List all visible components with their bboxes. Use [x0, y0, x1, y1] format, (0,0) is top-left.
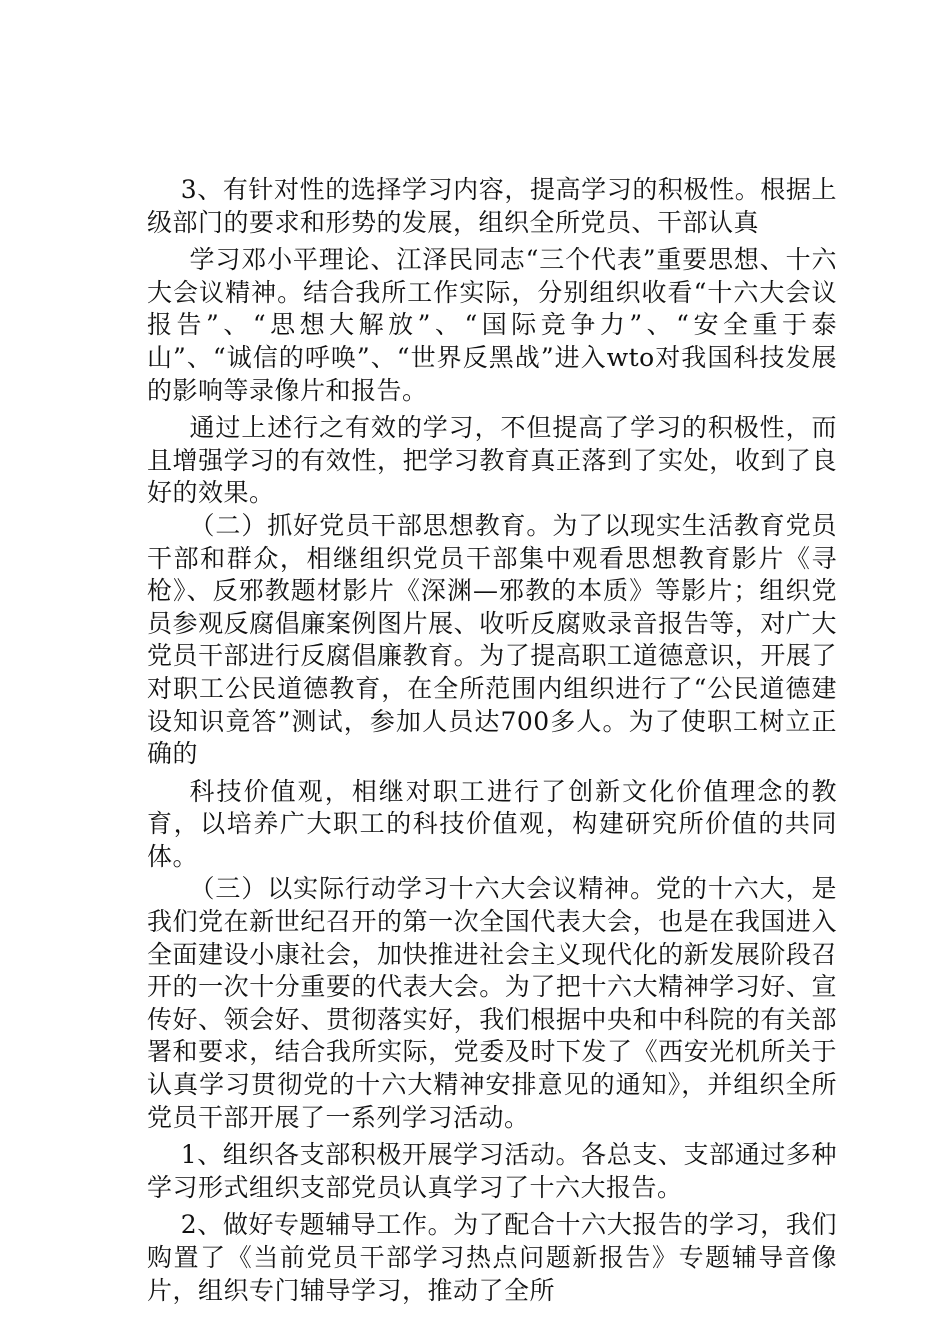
paragraph-study-theory: 学习邓小平理论、江泽民同志“三个代表”重要思想、十六大会议精神。结合我所工作实际，分别组织收看“十六大会议报告”、“思想大解放”、“国际竞争力”、“安全重于泰山”、“诚信的呼唤”、“世界反黑战”进入wto对我国科技发展的影响等录像片和报告。 [147, 245, 837, 405]
document-body [147, 174, 837, 1307]
paragraph-sixteenth-congress: （三）以实际行动学习十六大会议精神。党的十六大，是我们党在新世纪召开的第一次全国代表大会，也是在我国进入全面建设小康社会，加快推进社会主义现代化的新发展阶段召开的一次十分重要的代表大会。为了把十六大精神学习好、宣传好、领会好、贯彻落实好，我们根据中央和中科院的有关部署和要求，结合我所实际，党委及时下发了《西安光机所关于认真学习贯彻党的十六大精神安排意见的通知》，并组织全所党员干部开展了一系列学习活动。 [147, 874, 837, 1132]
paragraph-branch-activities: 1、组织各支部积极开展学习活动。各总支、支部通过多种学习形式组织支部党员认真学习了十六大报告。 [147, 1140, 837, 1202]
paragraph-study-content: 3、有针对性的选择学习内容，提高学习的积极性。根据上级部门的要求和形势的发展，组织全所党员、干部认真 [147, 175, 837, 237]
paragraph-special-tutoring: 2、做好专题辅导工作。为了配合十六大报告的学习，我们购置了《当前党员干部学习热点问题新报告》专题辅导音像片，组织专门辅导学习，推动了全所 [147, 1210, 837, 1305]
paragraph-tech-values: 科技价值观，相继对职工进行了创新文化价值理念的教育，以培养广大职工的科技价值观，构建研究所价值的共同体。 [147, 776, 837, 871]
paragraph-study-effect: 通过上述行之有效的学习，不但提高了学习的积极性，而且增强学习的有效性，把学习教育真正落到了实处，收到了良好的效果。 [147, 413, 837, 508]
paragraph-ideological-education: （二）抓好党员干部思想教育。为了以现实生活教育党员干部和群众，相继组织党员干部集中观看思想教育影片《寻枪》、反邪教题材影片《深渊—邪教的本质》等影片；组织党员参观反腐倡廉案例图片展、收听反腐败录音报告等，对广大党员干部进行反腐倡廉教育。为了提高职工道德意识，开展了对职工公民道德教育，在全所范围内组织进行了“公民道德建设知识竟答”测试，参加人员达700多人。为了使职工树立正确的 [147, 510, 837, 769]
